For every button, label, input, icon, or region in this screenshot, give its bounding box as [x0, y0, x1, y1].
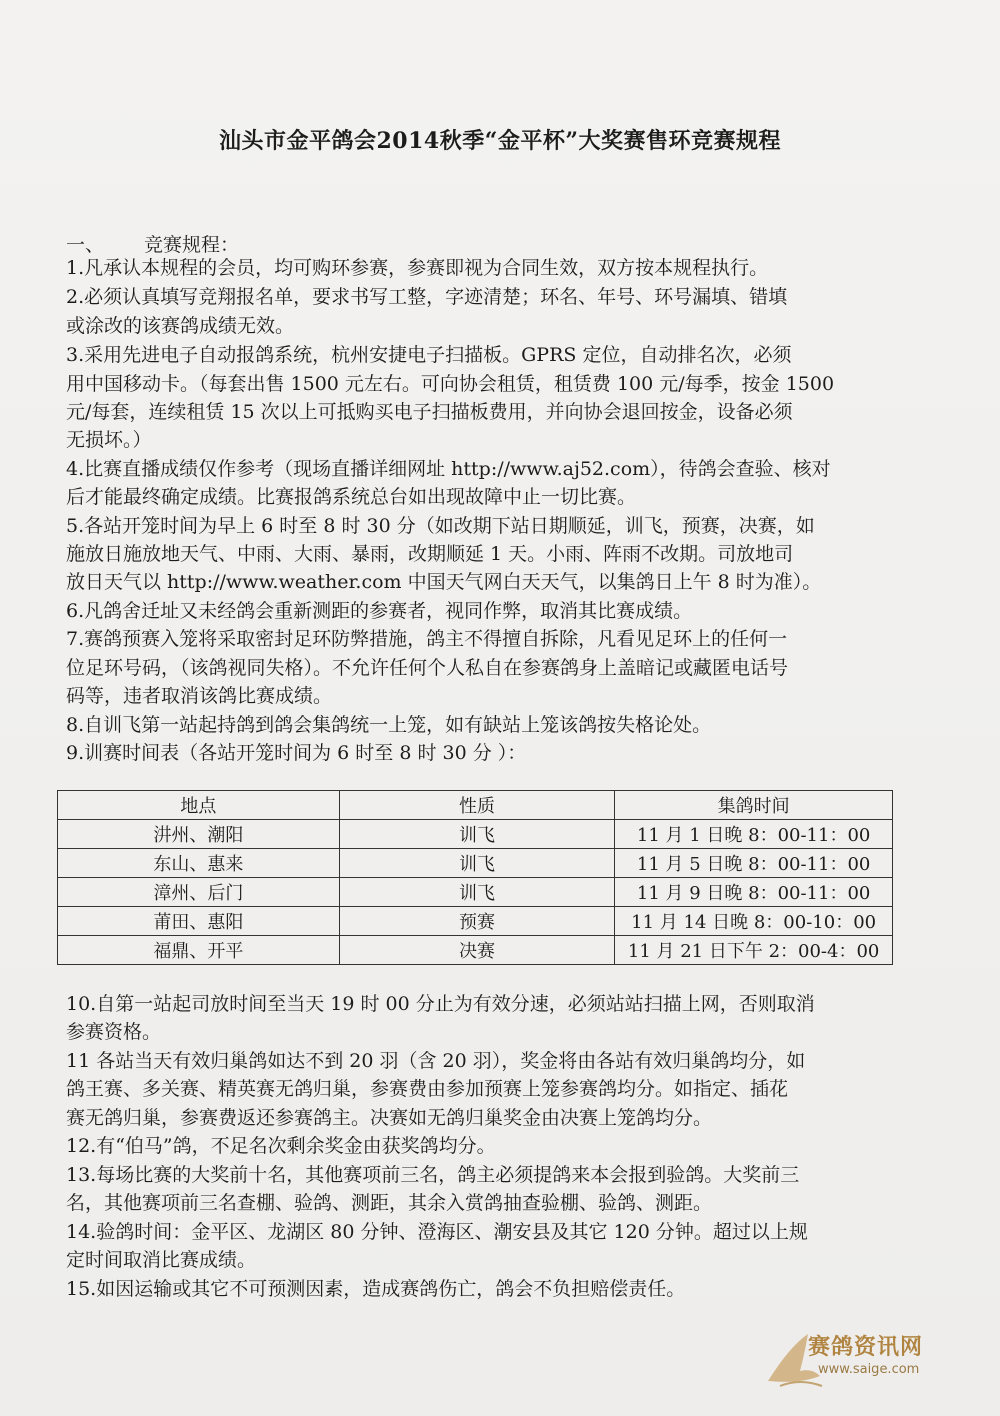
cell-time: 11 月 1 日晚 8：00-11：00	[615, 820, 893, 849]
cell-type: 训飞	[339, 849, 615, 878]
section-title: 竞赛规程：	[144, 234, 240, 256]
rule-line: 参赛资格。	[66, 1021, 162, 1043]
cell-location: 东山、惠来	[58, 849, 340, 878]
schedule-table	[57, 790, 893, 965]
rule-line: 14.验鸽时间：金平区、龙湖区 80 分钟、澄海区、潮安县及其它 120 分钟。超过以上规	[66, 1221, 808, 1243]
rule-line: 用中国移动卡。（每套出售 1500 元左右。可向协会租赁，租赁费 100 元/每季，按金 1500	[66, 373, 835, 395]
rule-line: 赛无鸽归巢，参赛费返还参赛鸽主。决赛如无鸽归巢奖金由决赛上笼鸽均分。	[66, 1107, 713, 1129]
rule-line: 2.必须认真填写竞翔报名单，要求书写工整，字迹清楚；环名、年号、环号漏填、错填	[66, 286, 788, 308]
rule-line: 5.各站开笼时间为早上 6 时至 8 时 30 分（如改期下站日期顺延，训飞，预赛，决赛，如	[66, 515, 815, 537]
rule-line: 放日天气以 http://www.weather.com 中国天气网白天天气，以集鸽日上午 8 时为准）。	[66, 571, 822, 593]
rule-line: 位足环号码，（该鸽视同失格）。不允许任何个人私自在参赛鸽身上盖暗记或藏匿电话号	[66, 657, 789, 679]
cell-location: 漳州、后门	[58, 878, 340, 907]
watermark-name: 赛鸽资讯网	[808, 1335, 924, 1360]
cell-time: 11 月 21 日下午 2：00-4：00	[615, 936, 893, 965]
rule-line: 后才能最终确定成绩。比赛报鸽系统总台如出现故障中止一切比赛。	[66, 486, 637, 508]
rule-line: 15.如因运输或其它不可预测因素，造成赛鸽伤亡，鸽会不负担赔偿责任。	[66, 1278, 686, 1300]
cell-location: 福鼎、开平	[58, 936, 340, 965]
cell-time: 11 月 5 日晚 8：00-11：00	[615, 849, 893, 878]
cell-type: 训飞	[339, 878, 615, 907]
rule-line: 13.每场比赛的大奖前十名，其他赛项前三名，鸽主必须提鸽来本会报到验鸽。大奖前三	[66, 1164, 800, 1186]
cell-location: 汫州、潮阳	[58, 820, 340, 849]
cell-type: 决赛	[339, 936, 615, 965]
rule-line: 名，其他赛项前三名查棚、验鸽、测距，其余入赏鸽抽查验棚、验鸽、测距。	[66, 1192, 713, 1214]
table-row	[58, 936, 893, 965]
table-row	[58, 878, 893, 907]
rule-line: 鸽王赛、多关赛、精英赛无鸽归巢，参赛费由参加预赛上笼参赛鸽均分。如指定、插花	[66, 1078, 789, 1100]
table-row	[58, 907, 893, 936]
column-header-location: 地点	[58, 791, 340, 820]
cell-location: 莆田、惠阳	[58, 907, 340, 936]
rule-line: 12.有“伯马”鸽，不足名次剩余奖金由获奖鸽均分。	[66, 1135, 496, 1157]
section-heading	[66, 230, 239, 257]
rule-line: 码等，违者取消该鸽比赛成绩。	[66, 685, 333, 707]
rule-line: 3.采用先进电子自动报鸽系统，杭州安捷电子扫描板。GPRS 定位，自动排名次，必须	[66, 344, 792, 366]
rule-line: 9.训赛时间表（各站开笼时间为 6 时至 8 时 30 分 ）：	[66, 742, 527, 764]
rule-line: 11 各站当天有效归巢鸽如达不到 20 羽（含 20 羽），奖金将由各站有效归巢鸽均分，如	[66, 1050, 806, 1072]
cell-time: 11 月 14 日晚 8：00-10：00	[615, 907, 893, 936]
rule-line: 施放日施放地天气、中雨、大雨、暴雨，改期顺延 1 天。小雨、阵雨不改期。司放地司	[66, 543, 794, 565]
cell-type: 预赛	[339, 907, 615, 936]
cell-type: 训飞	[339, 820, 615, 849]
rule-line: 4.比赛直播成绩仅作参考（现场直播详细网址 http://www.aj52.com），待鸽会查验、核对	[66, 458, 831, 480]
table-row	[58, 820, 893, 849]
rule-line: 定时间取消比赛成绩。	[66, 1249, 257, 1271]
rule-line: 8.自训飞第一站起持鸽到鸽会集鸽统一上笼，如有缺站上笼该鸽按失格论处。	[66, 714, 712, 736]
rule-line: 元/每套，连续租赁 15 次以上可抵购买电子扫描板费用，并向协会退回按金，设备必须	[66, 401, 793, 423]
column-header-time: 集鸽时间	[615, 791, 893, 820]
rule-line: 7.赛鸽预赛入笼将采取密封足环防弊措施，鸽主不得擅自拆除，凡看见足环上的任何一	[66, 628, 788, 650]
column-header-type: 性质	[339, 791, 615, 820]
watermark-url: www.saige.com	[818, 1362, 920, 1377]
rule-line: 或涂改的该赛鸽成绩无效。	[66, 315, 295, 337]
rule-line: 6.凡鸽舍迁址又未经鸽会重新测距的参赛者，视同作弊，取消其比赛成绩。	[66, 600, 693, 622]
table-header-row	[58, 791, 893, 820]
cell-time: 11 月 9 日晚 8：00-11：00	[615, 878, 893, 907]
rule-line: 1.凡承认本规程的会员，均可购环参赛，参赛即视为合同生效，双方按本规程执行。	[66, 257, 769, 279]
document-title: 汕头市金平鸽会2014秋季“金平杯”大奖赛售环竞赛规程	[218, 128, 782, 154]
section-number: 一、	[66, 234, 105, 256]
rule-line: 10.自第一站起司放时间至当天 19 时 00 分止为有效分速，必须站站扫描上网，否则取消	[66, 993, 815, 1015]
rule-line: 无损坏。）	[66, 429, 152, 451]
table-row	[58, 849, 893, 878]
